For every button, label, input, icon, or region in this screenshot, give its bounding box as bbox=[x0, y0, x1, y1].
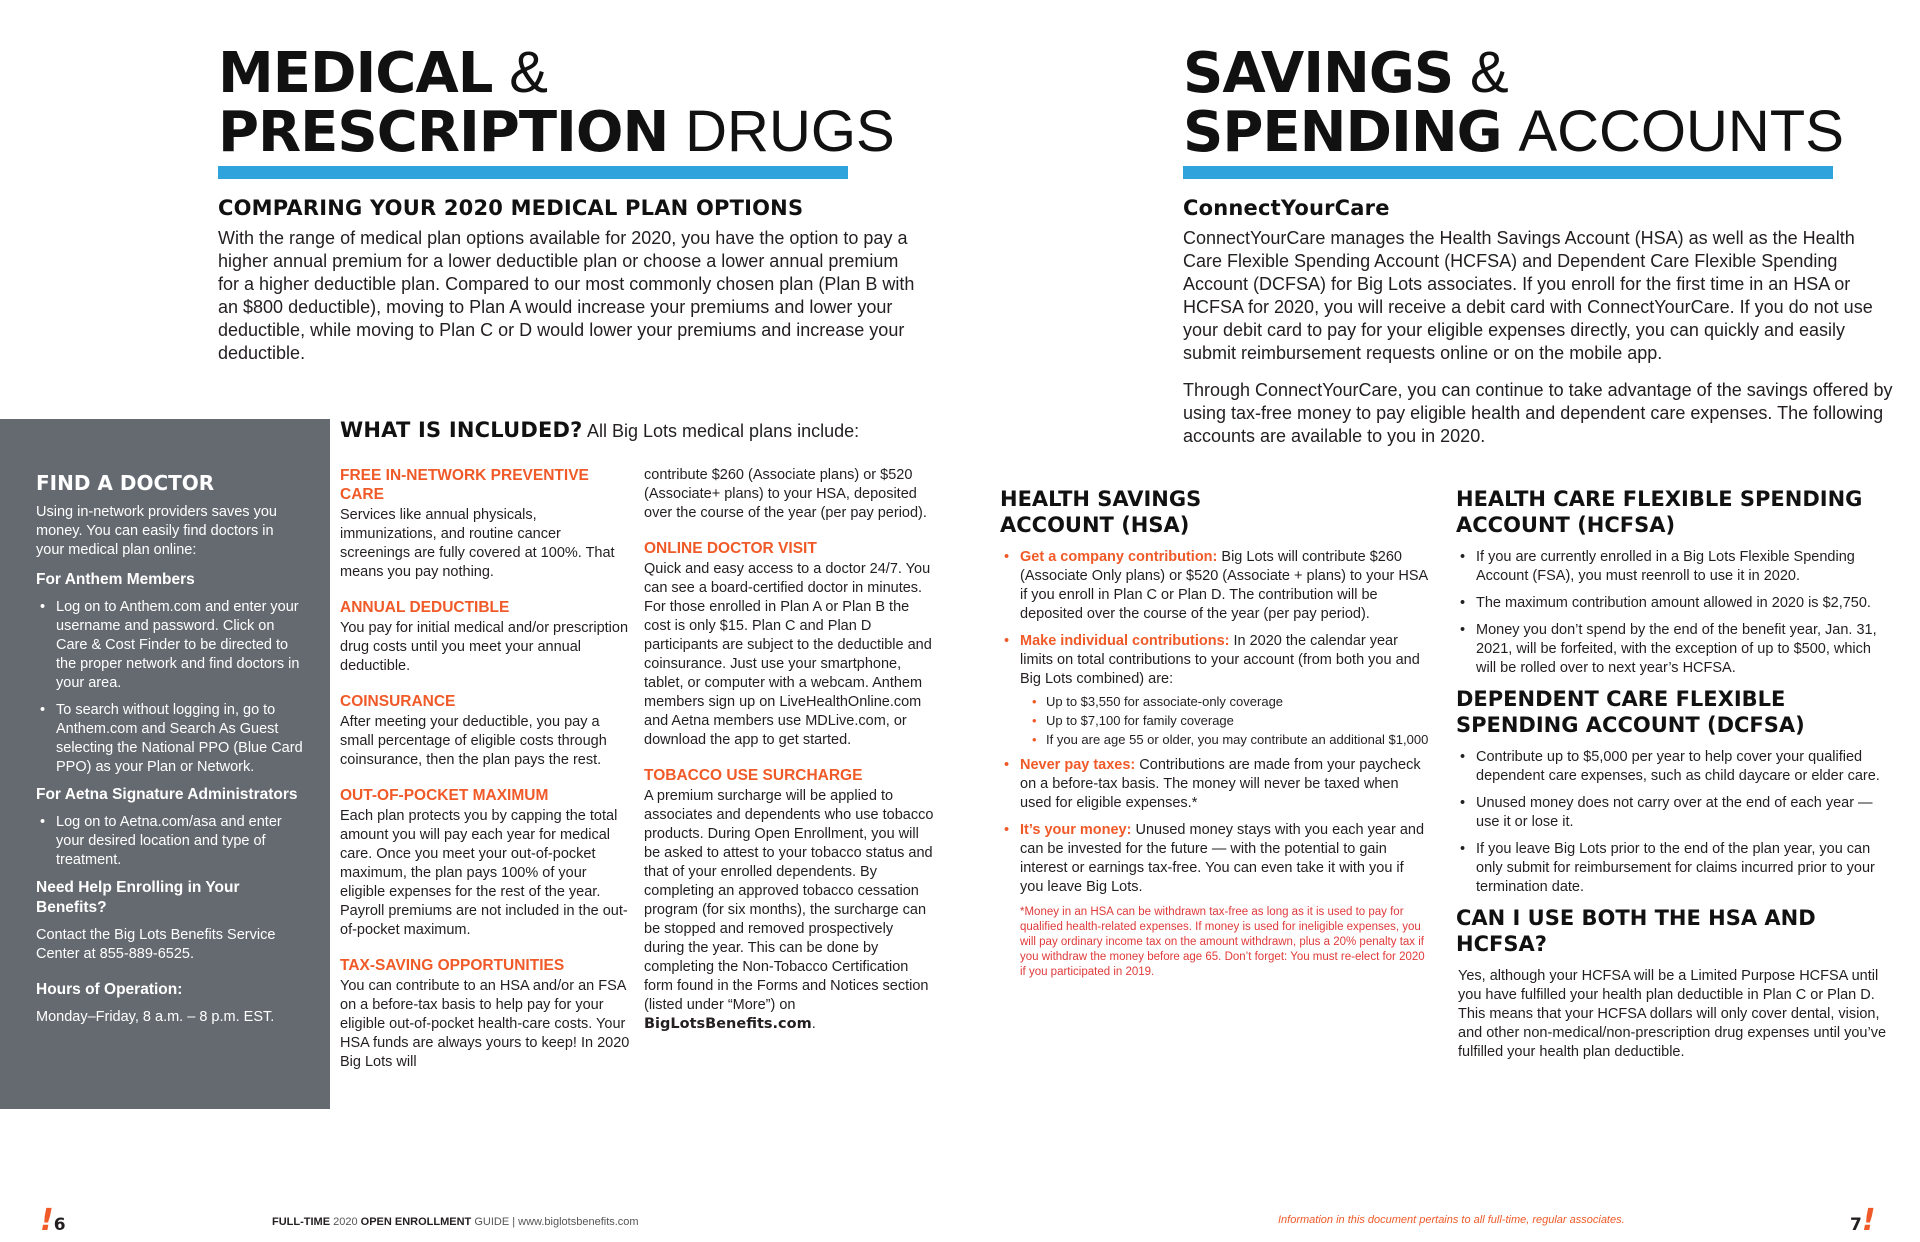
list-item: • It’s your money: Unused money stays with you each year and can be invested for the future — with the potential to gain interest or earnings tax-free. You can even take it with you if you leave Big Lots. bbox=[1020, 821, 1430, 897]
left-page-title: MEDICAL & PRESCRIPTION DRUGS bbox=[218, 40, 895, 165]
deductible-text: You pay for initial medical and/or prescription drug costs until you meet your annual deductible. bbox=[340, 620, 629, 674]
dcfsa-list bbox=[1456, 748, 1891, 897]
exclamation-logo-icon: ! bbox=[1861, 1203, 1876, 1238]
list-item: • The maximum contribution amount allowed in 2020 is $2,750. bbox=[1476, 594, 1891, 613]
tobacco-heading: TOBACCO USE SURCHARGE bbox=[644, 767, 863, 784]
tax-saving-block bbox=[340, 956, 630, 1072]
aetna-heading: For Aetna Signature Administrators bbox=[36, 786, 298, 803]
dcfsa-heading: DEPENDENT CARE FLEXIBLE SPENDING ACCOUNT (DCFSA) bbox=[1456, 687, 1805, 737]
right-footer-note: Information in this document pertains to all full-time, regular associates. bbox=[1278, 1214, 1625, 1226]
anthem-heading: For Anthem Members bbox=[36, 571, 195, 588]
included-sub: All Big Lots medical plans include: bbox=[586, 421, 860, 441]
right-page-title: SAVINGS & SPENDING ACCOUNTS bbox=[1183, 40, 1844, 165]
list-item: • Log on to Aetna.com/asa and enter your desired location and type of treatment. bbox=[56, 813, 304, 870]
coinsurance-block bbox=[340, 692, 630, 770]
aetna-list bbox=[36, 813, 304, 870]
oop-max-heading: OUT-OF-POCKET MAXIMUM bbox=[340, 787, 549, 804]
find-doctor-intro: Using in-network providers saves you money. You can easily find doctors in your medical plan online: bbox=[36, 504, 277, 558]
list-item: • Get a company contribution: Big Lots will contribute $260 (Associate Only plans) or $520 (Associate + plans) to your HSA if you enroll in Plan C or Plan D. The contribution will be deposited over the course of the year (per pay period). bbox=[1020, 548, 1430, 624]
compare-heading: COMPARING YOUR 2020 MEDICAL PLAN OPTIONS bbox=[218, 196, 804, 220]
hcfsa-list bbox=[1456, 548, 1891, 678]
deductible-block bbox=[340, 598, 630, 676]
both-text: Yes, although your HCFSA will be a Limited Purpose HCFSA until you have fulfilled your health plan deductible in Plan C or Plan D. This means that your HCFSA dollars will only cover dental, vision, and other non-medical/non-prescription drug expenses until you’ve fulfilled your health plan deductible. bbox=[1458, 968, 1887, 1060]
left-title-rule bbox=[218, 166, 848, 179]
preventive-heading: FREE IN-NETWORK PREVENTIVE CARE bbox=[340, 467, 589, 503]
hours-heading: Hours of Operation: bbox=[36, 981, 183, 998]
coinsurance-text: After meeting your deductible, you pay a small percentage of eligible costs through coinsurance, then the plan pays the rest. bbox=[340, 714, 607, 768]
compare-text: With the range of medical plan options available for 2020, you have the option to pay a higher annual premium for a lower deductible plan or choose a lower annual premium for a higher deductible plan. Compared to our most commonly chosen plan (Plan B with an $800 deductible), moving to Plan A would increase your premiums and lower your deductible, while moving to Plan C or D would lower your premiums and increase your deductible. bbox=[218, 228, 915, 363]
list-item: • Make individual contributions: In 2020 the calendar year limits on total contributions to your account (from both you and Big Lots combined) are: • Up to $3,550 for associate-only coverage • Up to $7,100 for family coverage • If you are age 55 or older, you may contribute an additional $1,000 bbox=[1020, 632, 1430, 748]
list-item: • Up to $7,100 for family coverage bbox=[1046, 712, 1430, 729]
list-item: • If you are age 55 or older, you may contribute an additional $1,000 bbox=[1046, 731, 1430, 748]
online-doctor-block bbox=[644, 539, 936, 750]
cyc-heading: ConnectYourCare bbox=[1183, 196, 1390, 220]
list-item: • Never pay taxes: Contributions are made from your paycheck on a before-tax basis. The money will never be taxed when used for eligible expenses.* bbox=[1020, 756, 1430, 813]
hsa-heading: HEALTH SAVINGS ACCOUNT (HSA) bbox=[1000, 487, 1202, 537]
find-doctor-sidebar bbox=[0, 419, 330, 1109]
right-title-rule bbox=[1183, 166, 1833, 179]
preventive-block bbox=[340, 466, 630, 582]
hcfsa-heading: HEALTH CARE FLEXIBLE SPENDING ACCOUNT (HCFSA) bbox=[1456, 487, 1863, 537]
included-header bbox=[340, 418, 980, 442]
list-item: • Unused money does not carry over at the end of each year — use it or lose it. bbox=[1476, 794, 1891, 832]
coinsurance-heading: COINSURANCE bbox=[340, 693, 456, 710]
included-column-1 bbox=[340, 466, 630, 1072]
deductible-heading: ANNUAL DEDUCTIBLE bbox=[340, 599, 510, 616]
help-heading: Need Help Enrolling in Your Benefits? bbox=[36, 879, 240, 916]
tobacco-block bbox=[644, 766, 936, 1034]
oop-max-text: Each plan protects you by capping the total amount you will pay each year for medical care. Once you meet your out-of-pocket maximum, the plan pays 100% of your eligible expenses for the rest of the year. Payroll premiums are not included in the out-of-pocket maximum. bbox=[340, 808, 628, 938]
exclamation-logo-icon: ! bbox=[40, 1203, 54, 1238]
hsa-column bbox=[1000, 486, 1430, 980]
online-doctor-heading: ONLINE DOCTOR VISIT bbox=[644, 540, 817, 557]
included-column-2 bbox=[644, 466, 936, 1034]
list-item: • Up to $3,550 for associate-only coverage bbox=[1046, 693, 1430, 710]
anthem-list bbox=[36, 598, 304, 777]
oop-max-block bbox=[340, 786, 630, 940]
list-item: • Money you don’t spend by the end of the benefit year, Jan. 31, 2021, will be forfeited, with the exception of up to $500, which will be rolled over to next year’s HCFSA. bbox=[1476, 621, 1891, 678]
preventive-text: Services like annual physicals, immunizations, and routine cancer screenings are fully covered at 100%. That means you pay nothing. bbox=[340, 507, 615, 580]
find-doctor-heading: FIND A DOCTOR bbox=[36, 471, 215, 495]
list-item: • If you are currently enrolled in a Big Lots Flexible Spending Account (FSA), you must reenroll to use it in 2020. bbox=[1476, 548, 1891, 586]
hsa-footnote: *Money in an HSA can be withdrawn tax-free as long as it is used to pay for qualified health-related expenses. If money is used for ineligible expenses, you will pay ordinary income tax on the amount withdrawn, plus a 20% penalty tax if you withdraw the money before age 65. Don’t forget: You must re-elect for 2020 if you participated in 2019. bbox=[1020, 906, 1425, 978]
hsa-list bbox=[1000, 548, 1430, 897]
online-doctor-text: Quick and easy access to a doctor 24/7. You can see a board-certified doctor in minutes. For those enrolled in Plan A or Plan B the cost is only $15. Plan C and Plan D participants are subject to the deductible and coinsurance. Just use your smartphone, tablet, or computer with a webcam. Anthem members sign up on LiveHealthOnline.com and Aetna members use MDLive.com, or download the app to get started. bbox=[644, 561, 932, 748]
tax-saving-heading: TAX-SAVING OPPORTUNITIES bbox=[340, 957, 565, 974]
list-item: • Log on to Anthem.com and enter your username and password. Click on Care & Cost Finder to be directed to the proper network and find doctors in your area. bbox=[56, 598, 304, 693]
fsa-column bbox=[1456, 486, 1891, 1062]
both-heading: CAN I USE BOTH THE HSA AND HCFSA? bbox=[1456, 906, 1816, 956]
help-text: Contact the Big Lots Benefits Service Center at 855-889-6525. bbox=[36, 927, 276, 962]
cyc-paragraph-2: Through ConnectYourCare, you can continue to take advantage of the savings offered by using tax-free money to pay eligible health and dependent care expenses. The following accounts are available to you in 2020. bbox=[1183, 380, 1893, 446]
tax-saving-text: You can contribute to an HSA and/or an FSA on a before-tax basis to help pay for your eligible out-of-pocket health-care costs. Your HSA funds are always yours to keep! In 2020 Big Lots will bbox=[340, 978, 630, 1070]
cyc-paragraph-1: ConnectYourCare manages the Health Savings Account (HSA) as well as the Health Care Flexible Spending Account (HCFSA) and Dependent Care Flexible Spending Account (DCFSA) for Big Lots associates. If you enroll for the first time in an HSA or HCFSA for 2020, you will receive a debit card with ConnectYourCare. If you do not use your debit card to pay for your eligible expenses directly, you can quickly and easily submit reimbursement requests online or on the mobile app. bbox=[1183, 228, 1873, 363]
right-page-number: 7! bbox=[1850, 1203, 1876, 1238]
included-heading: WHAT IS INCLUDED? bbox=[340, 418, 583, 442]
hours-text: Monday–Friday, 8 a.m. – 8 p.m. EST. bbox=[36, 1009, 275, 1025]
list-item: • If you leave Big Lots prior to the end of the plan year, you can only submit for reimbursement for claims incurred prior to your termination date. bbox=[1476, 840, 1891, 897]
tax-saving-continued: contribute $260 (Associate plans) or $520 (Associate+ plans) to your HSA, deposited over the course of the year (per pay period). bbox=[644, 467, 927, 521]
list-item: • Contribute up to $5,000 per year to help cover your qualified dependent care expenses, such as child daycare or elder care. bbox=[1476, 748, 1891, 786]
list-item: • To search without logging in, go to Anthem.com and Search As Guest selecting the National PPO (Blue Card PPO) as your Plan or Network. bbox=[56, 701, 304, 777]
left-page-number: !6 bbox=[40, 1203, 66, 1238]
hsa-limits bbox=[1020, 693, 1430, 748]
left-footer: FULL-TIME 2020 OPEN ENROLLMENT GUIDE | www.biglotsbenefits.com bbox=[272, 1216, 639, 1228]
biglots-link[interactable]: BigLotsBenefits.com bbox=[644, 1016, 812, 1032]
tobacco-text: A premium surcharge will be applied to associates and dependents who use tobacco products. During Open Enrollment, you will be asked to attest to your tobacco status and that of your enrolled dependents. By completing an approved tobacco cessation program (for six months), the surcharge can be stopped and removed prospectively during the year. This can be done by completing the Non-Tobacco Certification form found in the Forms and Notices section (listed under “More”) on BigLotsBenefits.com. bbox=[644, 788, 934, 1032]
